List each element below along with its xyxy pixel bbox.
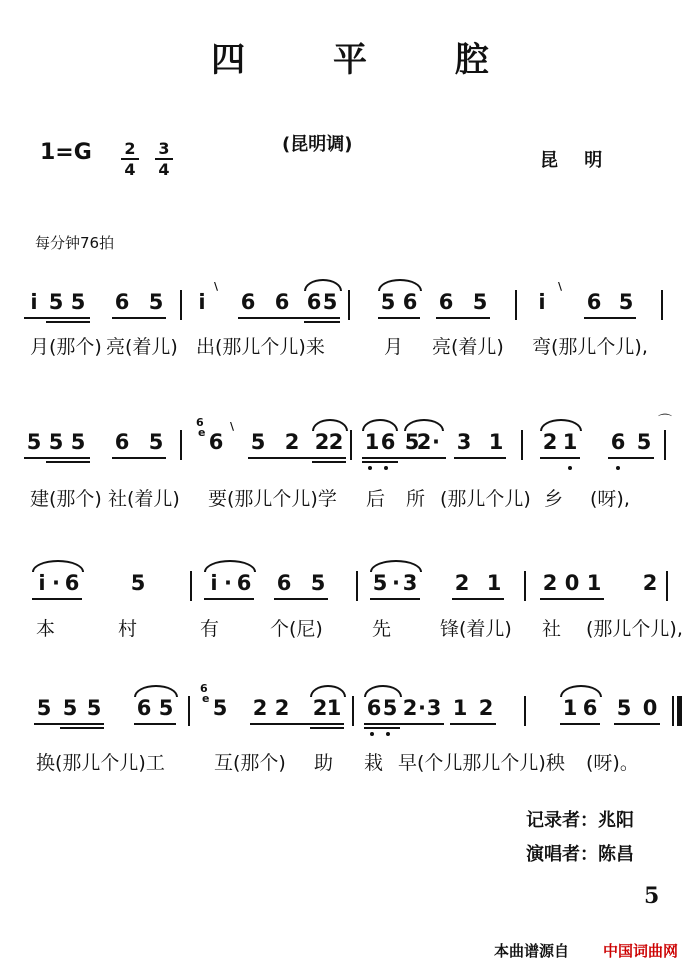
note: 5 bbox=[48, 290, 64, 314]
underline bbox=[204, 598, 254, 600]
note: 6 bbox=[276, 571, 292, 595]
underline bbox=[46, 461, 90, 463]
slur bbox=[378, 279, 422, 291]
note: 5 bbox=[36, 696, 52, 720]
note: 6 bbox=[438, 290, 454, 314]
note: 5 bbox=[616, 696, 632, 720]
underline bbox=[310, 727, 344, 729]
lyric: 建(那个) bbox=[30, 488, 102, 510]
lyric: 栽 bbox=[364, 752, 384, 774]
note: 2 bbox=[312, 696, 328, 720]
underline bbox=[540, 598, 604, 600]
note: 1 bbox=[486, 571, 502, 595]
slur bbox=[312, 419, 348, 431]
note: 0 bbox=[564, 571, 580, 595]
underline bbox=[238, 317, 340, 319]
underline bbox=[24, 317, 90, 319]
note: 1 bbox=[364, 430, 380, 454]
page-number: 5 bbox=[644, 883, 660, 909]
note: 1 bbox=[586, 571, 602, 595]
note: 6 bbox=[586, 290, 602, 314]
bar-line bbox=[661, 290, 663, 320]
low-dot bbox=[368, 466, 372, 470]
underline bbox=[304, 321, 340, 323]
lyric: 亮(着儿) bbox=[106, 336, 178, 358]
note: 2 bbox=[314, 430, 330, 454]
note: 2 bbox=[542, 571, 558, 595]
slur bbox=[364, 685, 402, 697]
bar-line bbox=[350, 430, 352, 460]
lyric: 后 bbox=[366, 488, 386, 510]
note: 2 bbox=[478, 696, 494, 720]
note: · bbox=[432, 430, 440, 454]
lyric: 弯(那儿个儿), bbox=[532, 336, 648, 358]
note: i̇ bbox=[30, 290, 38, 314]
note: 1 bbox=[452, 696, 468, 720]
low-dot bbox=[386, 732, 390, 736]
tempo-marking: 每分钟76拍 bbox=[35, 234, 115, 252]
slur bbox=[32, 560, 84, 572]
note: 6 bbox=[306, 290, 322, 314]
note: 5 bbox=[372, 571, 388, 595]
note: 3 bbox=[456, 430, 472, 454]
low-dot bbox=[568, 466, 572, 470]
time-signature-2-4 bbox=[119, 141, 141, 177]
note: 6 bbox=[114, 290, 130, 314]
note: 5 bbox=[158, 696, 174, 720]
slur bbox=[404, 419, 444, 431]
note: 2 bbox=[284, 430, 300, 454]
time-signature-3-4 bbox=[153, 141, 175, 177]
bar-line bbox=[190, 571, 192, 601]
grace-note: e bbox=[202, 692, 210, 705]
slur bbox=[310, 685, 346, 697]
lyric: 先 bbox=[372, 618, 392, 640]
bar-line bbox=[352, 696, 354, 726]
underline bbox=[134, 723, 176, 725]
note: 1 bbox=[326, 696, 342, 720]
slur bbox=[370, 560, 422, 572]
low-dot bbox=[616, 466, 620, 470]
lyric: 社(着儿) bbox=[108, 488, 180, 510]
note: 5 bbox=[130, 571, 146, 595]
slur bbox=[304, 279, 342, 291]
underline bbox=[250, 723, 344, 725]
note: 6 bbox=[64, 571, 80, 595]
underline bbox=[436, 317, 490, 319]
lyric: 月 bbox=[384, 336, 404, 358]
note: 2 bbox=[454, 571, 470, 595]
lyric: 个(尼) bbox=[270, 618, 323, 640]
note: 5 bbox=[618, 290, 634, 314]
note: 5 bbox=[250, 430, 266, 454]
bar-line bbox=[348, 290, 350, 320]
note: 6 bbox=[582, 696, 598, 720]
note: 6 bbox=[380, 430, 396, 454]
time2-top: 3 bbox=[158, 139, 170, 158]
underline bbox=[452, 598, 504, 600]
note: 5 bbox=[86, 696, 102, 720]
underline bbox=[24, 457, 90, 459]
lyric: (那儿个儿), bbox=[586, 618, 683, 640]
underline bbox=[540, 457, 580, 459]
time1-bottom: 4 bbox=[124, 160, 136, 179]
underline bbox=[112, 317, 166, 319]
note: 5 bbox=[70, 290, 86, 314]
note: i̇ bbox=[38, 571, 46, 595]
note: 1 bbox=[562, 696, 578, 720]
slur bbox=[204, 560, 256, 572]
lyric: 互(那个) bbox=[214, 752, 286, 774]
note: 5 bbox=[404, 430, 420, 454]
lyric: 有 bbox=[200, 618, 220, 640]
grace-mark: \ bbox=[558, 280, 563, 293]
note: 1 bbox=[488, 430, 504, 454]
lyric: 助 bbox=[314, 752, 334, 774]
lyric: (呀)。 bbox=[586, 752, 639, 774]
note: 5 bbox=[148, 430, 164, 454]
underline bbox=[608, 457, 654, 459]
bar-line bbox=[188, 696, 190, 726]
note: 2 bbox=[542, 430, 558, 454]
note: 6 bbox=[274, 290, 290, 314]
bar-line bbox=[521, 430, 523, 460]
note: 6 bbox=[240, 290, 256, 314]
lyric: (呀), bbox=[590, 488, 630, 510]
note: 2 bbox=[274, 696, 290, 720]
lyric: 村 bbox=[118, 618, 138, 640]
lyric: 换(那儿个儿)工 bbox=[36, 752, 165, 774]
note: 5 bbox=[148, 290, 164, 314]
lyric: 要(那儿个儿)学 bbox=[208, 488, 337, 510]
lyric: 出(那儿个儿)来 bbox=[196, 336, 325, 358]
note: 6 bbox=[208, 430, 224, 454]
bar-line bbox=[524, 696, 526, 726]
time1-top: 2 bbox=[124, 139, 136, 158]
underline bbox=[454, 457, 506, 459]
note: 2 bbox=[402, 696, 418, 720]
note: 5 bbox=[62, 696, 78, 720]
watermark-source: 本曲谱源自 bbox=[494, 942, 570, 960]
bar-line bbox=[180, 430, 182, 460]
underline bbox=[32, 598, 82, 600]
note: 5 bbox=[310, 571, 326, 595]
bar-line bbox=[515, 290, 517, 320]
note: 6 bbox=[236, 571, 252, 595]
underline bbox=[274, 598, 328, 600]
note: 6 bbox=[114, 430, 130, 454]
fermata-icon: ⌒ bbox=[658, 414, 672, 430]
place-of-origin: 昆 明 bbox=[540, 150, 613, 171]
lyric: 早(个儿那儿个儿)秧 bbox=[398, 752, 565, 774]
slur bbox=[560, 685, 602, 697]
note: 5 bbox=[48, 430, 64, 454]
lyric: (那儿个儿) bbox=[440, 488, 531, 510]
note: 5 bbox=[322, 290, 338, 314]
low-dot bbox=[384, 466, 388, 470]
note: · bbox=[52, 571, 60, 595]
note: 5 bbox=[212, 696, 228, 720]
note: 6 bbox=[610, 430, 626, 454]
note: 2 bbox=[328, 430, 344, 454]
note: 2 bbox=[642, 571, 658, 595]
lyric: 锋(着儿) bbox=[440, 618, 512, 640]
note: · bbox=[392, 571, 400, 595]
underline bbox=[378, 317, 420, 319]
note: 5 bbox=[70, 430, 86, 454]
key-signature: 1=G bbox=[40, 140, 92, 165]
lyric: 本 bbox=[36, 618, 56, 640]
underline bbox=[312, 461, 346, 463]
singer-credit: 演唱者：陈昌 bbox=[526, 844, 634, 865]
underline bbox=[614, 723, 660, 725]
note: 1 bbox=[562, 430, 578, 454]
grace-note: 6 bbox=[196, 416, 204, 429]
final-bar-line bbox=[672, 696, 682, 726]
note: 5 bbox=[380, 290, 396, 314]
underline bbox=[362, 457, 446, 459]
note: 6 bbox=[402, 290, 418, 314]
note: · bbox=[224, 571, 232, 595]
underline bbox=[584, 317, 636, 319]
grace-mark: \ bbox=[230, 420, 235, 433]
low-dot bbox=[370, 732, 374, 736]
lyric: 社 bbox=[542, 618, 562, 640]
note: 5 bbox=[636, 430, 652, 454]
bar-line bbox=[664, 430, 666, 460]
underline bbox=[60, 727, 104, 729]
slur bbox=[540, 419, 582, 431]
lyric: 月(那个) bbox=[30, 336, 102, 358]
underline bbox=[370, 598, 420, 600]
underline bbox=[364, 727, 400, 729]
lyric: 乡 bbox=[544, 488, 564, 510]
grace-mark: \ bbox=[214, 280, 219, 293]
time2-bottom: 4 bbox=[158, 160, 170, 179]
note: 2 bbox=[416, 430, 432, 454]
slur bbox=[362, 419, 398, 431]
underline bbox=[362, 461, 398, 463]
recorder-credit: 记录者：兆阳 bbox=[526, 810, 634, 831]
note: i̇ bbox=[210, 571, 218, 595]
note: 6 bbox=[136, 696, 152, 720]
bar-line bbox=[356, 571, 358, 601]
note: 5 bbox=[26, 430, 42, 454]
note: 3 bbox=[426, 696, 442, 720]
note: · bbox=[418, 696, 426, 720]
note: 3 bbox=[402, 571, 418, 595]
song-title: 四 平 腔 bbox=[211, 40, 527, 80]
note: 0 bbox=[642, 696, 658, 720]
note: 5 bbox=[472, 290, 488, 314]
underline bbox=[364, 723, 444, 725]
note: i̇ bbox=[538, 290, 546, 314]
underline bbox=[450, 723, 496, 725]
grace-note: 6 bbox=[200, 682, 208, 695]
note: 2 bbox=[252, 696, 268, 720]
note: 5 bbox=[382, 696, 398, 720]
note: i̇ bbox=[198, 290, 206, 314]
slur bbox=[134, 685, 178, 697]
underline bbox=[112, 457, 166, 459]
grace-note: e bbox=[198, 426, 206, 439]
lyric: 亮(着儿) bbox=[432, 336, 504, 358]
lyric: 所 bbox=[406, 488, 426, 510]
underline bbox=[34, 723, 104, 725]
underline bbox=[560, 723, 600, 725]
bar-line bbox=[666, 571, 668, 601]
watermark-site-link[interactable]: 中国词曲网 bbox=[603, 942, 679, 960]
note: 6 bbox=[366, 696, 382, 720]
bar-line bbox=[524, 571, 526, 601]
bar-line bbox=[180, 290, 182, 320]
underline bbox=[248, 457, 346, 459]
subtitle: (昆明调) bbox=[282, 134, 353, 155]
underline bbox=[46, 321, 90, 323]
